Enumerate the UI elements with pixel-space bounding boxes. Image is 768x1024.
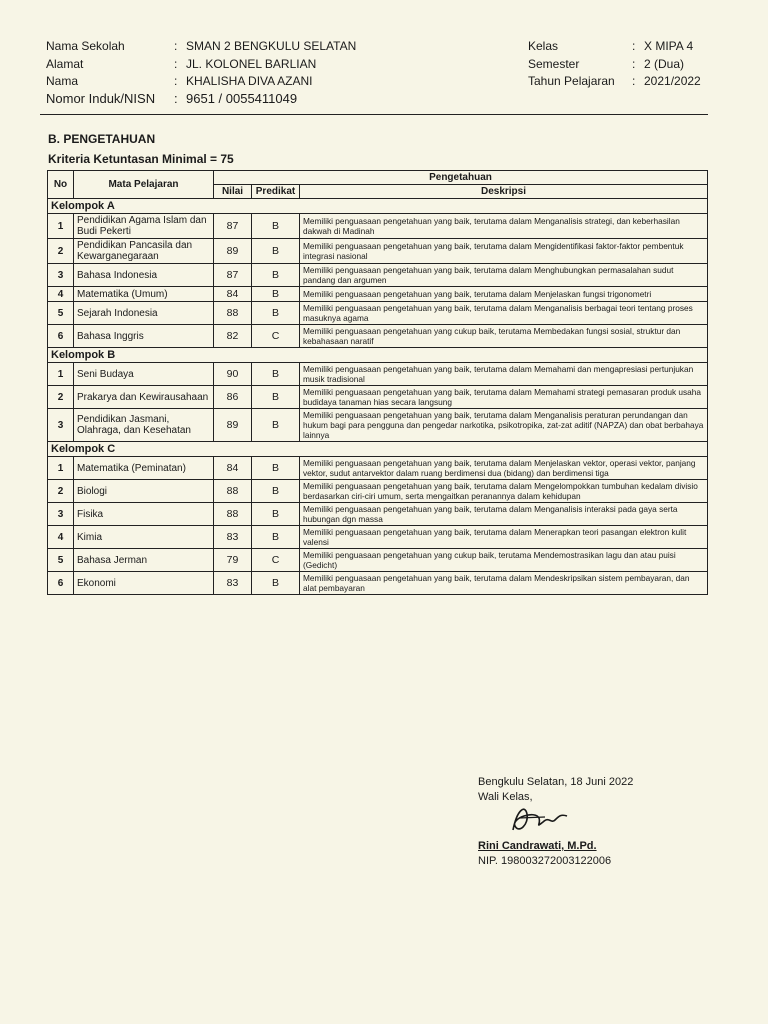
score-description: Memiliki penguasaan pengetahuan yang baik, terutama dalam Menganalisis strategi, dan keberhasilan dakwah di Madinah [300, 214, 708, 239]
header-value: Nilai [214, 185, 252, 199]
info-value: KHALISHA DIVA AZANI [186, 74, 313, 88]
header-predicate: Predikat [252, 185, 300, 199]
subject-name: Bahasa Inggris [74, 325, 214, 348]
score-description: Memiliki penguasaan pengetahuan yang baik, terutama dalam Menerapkan teori pasangan elektron kulit valensi [300, 526, 708, 549]
info-row [46, 72, 466, 90]
score-value: 89 [214, 409, 252, 442]
table-row [48, 480, 708, 503]
info-label: Semester [528, 56, 580, 71]
table-row [48, 363, 708, 386]
signer-role: Wali Kelas, [478, 791, 533, 803]
student-info-right [528, 37, 728, 90]
score-value: 88 [214, 302, 252, 325]
score-predicate: C [252, 325, 300, 348]
score-description: Memiliki penguasaan pengetahuan yang cukup baik, terutama Membedakan fungsi sosial, struktur dan kebahasaan naratif [300, 325, 708, 348]
score-predicate: B [252, 480, 300, 503]
score-predicate: B [252, 287, 300, 302]
section-title: B. PENGETAHUAN [48, 132, 156, 146]
subject-name: Sejarah Indonesia [74, 302, 214, 325]
info-separator: : [174, 74, 178, 88]
row-number: 6 [48, 325, 74, 348]
grades-table [47, 170, 708, 595]
score-value: 83 [214, 526, 252, 549]
score-predicate: B [252, 572, 300, 595]
table-row [48, 214, 708, 239]
score-description: Memiliki penguasaan pengetahuan yang baik, terutama dalam Menjelaskan fungsi trigonometri [300, 287, 708, 302]
score-predicate: B [252, 239, 300, 264]
subject-name: Kimia [74, 526, 214, 549]
row-number: 6 [48, 572, 74, 595]
score-description: Memiliki penguasaan pengetahuan yang baik, terutama dalam Mengidentifikasi faktor-faktor pembentuk integrasi nasional [300, 239, 708, 264]
score-predicate: C [252, 549, 300, 572]
subject-name: Matematika (Umum) [74, 287, 214, 302]
score-description: Memiliki penguasaan pengetahuan yang baik, terutama dalam Menganalisis interaksi pada gaya serta hubungan dgn massa [300, 503, 708, 526]
info-separator: : [174, 90, 178, 106]
score-description: Memiliki penguasaan pengetahuan yang baik, terutama dalam Mendeskripsikan sistem pembayaran, dan alat pembayaran [300, 572, 708, 595]
info-separator: : [174, 56, 178, 71]
info-value: JL. KOLONEL BARLIAN [186, 56, 317, 71]
info-row [528, 55, 728, 73]
table-row [48, 526, 708, 549]
row-number: 2 [48, 480, 74, 503]
score-value: 79 [214, 549, 252, 572]
info-label: Nama [46, 74, 79, 88]
info-label: Nomor Induk/NISN [46, 90, 156, 106]
info-value: 9651 / 0055411049 [186, 90, 298, 106]
score-value: 90 [214, 363, 252, 386]
score-value: 84 [214, 287, 252, 302]
info-separator: : [174, 39, 178, 53]
row-number: 3 [48, 409, 74, 442]
subject-name: Seni Budaya [74, 363, 214, 386]
row-number: 3 [48, 503, 74, 526]
info-label: Kelas [528, 39, 559, 53]
minimum-criteria: Kriteria Ketuntasan Minimal = 75 [48, 152, 234, 166]
row-number: 4 [48, 526, 74, 549]
signer-nip: NIP. 198003272003122006 [478, 855, 612, 867]
score-value: 82 [214, 325, 252, 348]
score-description: Memiliki penguasaan pengetahuan yang baik, terutama dalam Menganalisis berbagai teori tentang proses masuknya agama [300, 302, 708, 325]
subject-name: Bahasa Indonesia [74, 264, 214, 287]
student-info-left [46, 37, 466, 107]
score-predicate: B [252, 386, 300, 409]
score-description: Memiliki penguasaan pengetahuan yang baik, terutama dalam Menjelaskan vektor, operasi vektor, panjang vektor, sudut antarvektor dalam ruang berdimensi dua (bidang) dan berdimensi tiga [300, 457, 708, 480]
table-row [48, 302, 708, 325]
group-name: Kelompok A [48, 199, 708, 214]
score-value: 88 [214, 480, 252, 503]
group-row [48, 442, 708, 457]
info-row [46, 37, 466, 55]
info-value: X MIPA 4 [644, 39, 694, 53]
row-number: 2 [48, 386, 74, 409]
score-predicate: B [252, 302, 300, 325]
score-predicate: B [252, 363, 300, 386]
table-row [48, 457, 708, 480]
score-value: 86 [214, 386, 252, 409]
header-no: No [48, 171, 74, 199]
info-label: Nama Sekolah [46, 39, 125, 53]
score-value: 83 [214, 572, 252, 595]
subject-name: Matematika (Peminatan) [74, 457, 214, 480]
score-value: 88 [214, 503, 252, 526]
score-description: Memiliki penguasaan pengetahuan yang baik, terutama dalam Menghubungkan permasalahan sudut pandang dan argumen [300, 264, 708, 287]
table-row [48, 409, 708, 442]
place-date: Bengkulu Selatan, 18 Juni 2022 [478, 776, 634, 788]
header-divider [40, 114, 708, 115]
score-predicate: B [252, 503, 300, 526]
row-number: 1 [48, 457, 74, 480]
info-value: SMAN 2 BENGKULU SELATAN [186, 39, 357, 53]
score-predicate: B [252, 214, 300, 239]
info-value: 2021/2022 [644, 74, 701, 88]
score-description: Memiliki penguasaan pengetahuan yang baik, terutama dalam Memahami strategi pemasaran produk usaha budidaya tanaman hias secara langsung [300, 386, 708, 409]
subject-name: Fisika [74, 503, 214, 526]
score-predicate: B [252, 264, 300, 287]
info-row [528, 37, 728, 55]
score-value: 87 [214, 214, 252, 239]
info-row [528, 72, 728, 90]
info-row [46, 90, 466, 108]
table-row [48, 572, 708, 595]
table-row [48, 386, 708, 409]
score-description: Memiliki penguasaan pengetahuan yang baik, terutama dalam Mengelompokkan tumbuhan kedalam divisio berdasarkan ciri-ciri umum, serta mengaitkan peranannya dalam kehidupan [300, 480, 708, 503]
info-row [46, 55, 466, 73]
subject-name: Biologi [74, 480, 214, 503]
row-number: 4 [48, 287, 74, 302]
subject-name: Pendidikan Pancasila dan Kewarganegaraan [74, 239, 214, 264]
row-number: 1 [48, 363, 74, 386]
score-description: Memiliki penguasaan pengetahuan yang baik, terutama dalam Memahami dan mengapresiasi pertunjukan musik tradisional [300, 363, 708, 386]
info-separator: : [632, 39, 636, 53]
subject-name: Prakarya dan Kewirausahaan [74, 386, 214, 409]
group-name: Kelompok B [48, 348, 708, 363]
score-value: 84 [214, 457, 252, 480]
score-value: 89 [214, 239, 252, 264]
score-value: 87 [214, 264, 252, 287]
info-separator: : [632, 56, 636, 71]
score-description: Memiliki penguasaan pengetahuan yang baik, terutama dalam Menganalisis peraturan perundangan dan hukum bagi para pengguna dan pengedar narkotika, psikotropika, zat-zat aditif (NAPZA) dan obat berbahaya lainnya [300, 409, 708, 442]
row-number: 1 [48, 214, 74, 239]
score-predicate: B [252, 409, 300, 442]
signer-name: Rini Candrawati, M.Pd. [478, 840, 597, 852]
group-row [48, 348, 708, 363]
header-description: Deskripsi [300, 185, 708, 199]
subject-name: Pendidikan Agama Islam dan Budi Pekerti [74, 214, 214, 239]
table-row [48, 549, 708, 572]
info-separator: : [632, 74, 636, 88]
table-row [48, 503, 708, 526]
info-label: Alamat [46, 56, 84, 71]
score-predicate: B [252, 457, 300, 480]
score-predicate: B [252, 526, 300, 549]
info-value: 2 (Dua) [644, 56, 685, 71]
table-row [48, 239, 708, 264]
row-number: 5 [48, 549, 74, 572]
row-number: 3 [48, 264, 74, 287]
subject-name: Ekonomi [74, 572, 214, 595]
handwritten-signature [505, 800, 575, 838]
group-name: Kelompok C [48, 442, 708, 457]
table-row [48, 264, 708, 287]
subject-name: Bahasa Jerman [74, 549, 214, 572]
score-description: Memiliki penguasaan pengetahuan yang cukup baik, terutama Mendemostrasikan lagu dan atau puisi (Gedicht) [300, 549, 708, 572]
table-row [48, 287, 708, 302]
info-label: Tahun Pelajaran [528, 74, 615, 88]
row-number: 2 [48, 239, 74, 264]
header-subject: Mata Pelajaran [74, 171, 214, 199]
subject-name: Pendidikan Jasmani, Olahraga, dan Kesehatan [74, 409, 214, 442]
group-row [48, 199, 708, 214]
row-number: 5 [48, 302, 74, 325]
table-row [48, 325, 708, 348]
header-knowledge: Pengetahuan [214, 171, 708, 185]
